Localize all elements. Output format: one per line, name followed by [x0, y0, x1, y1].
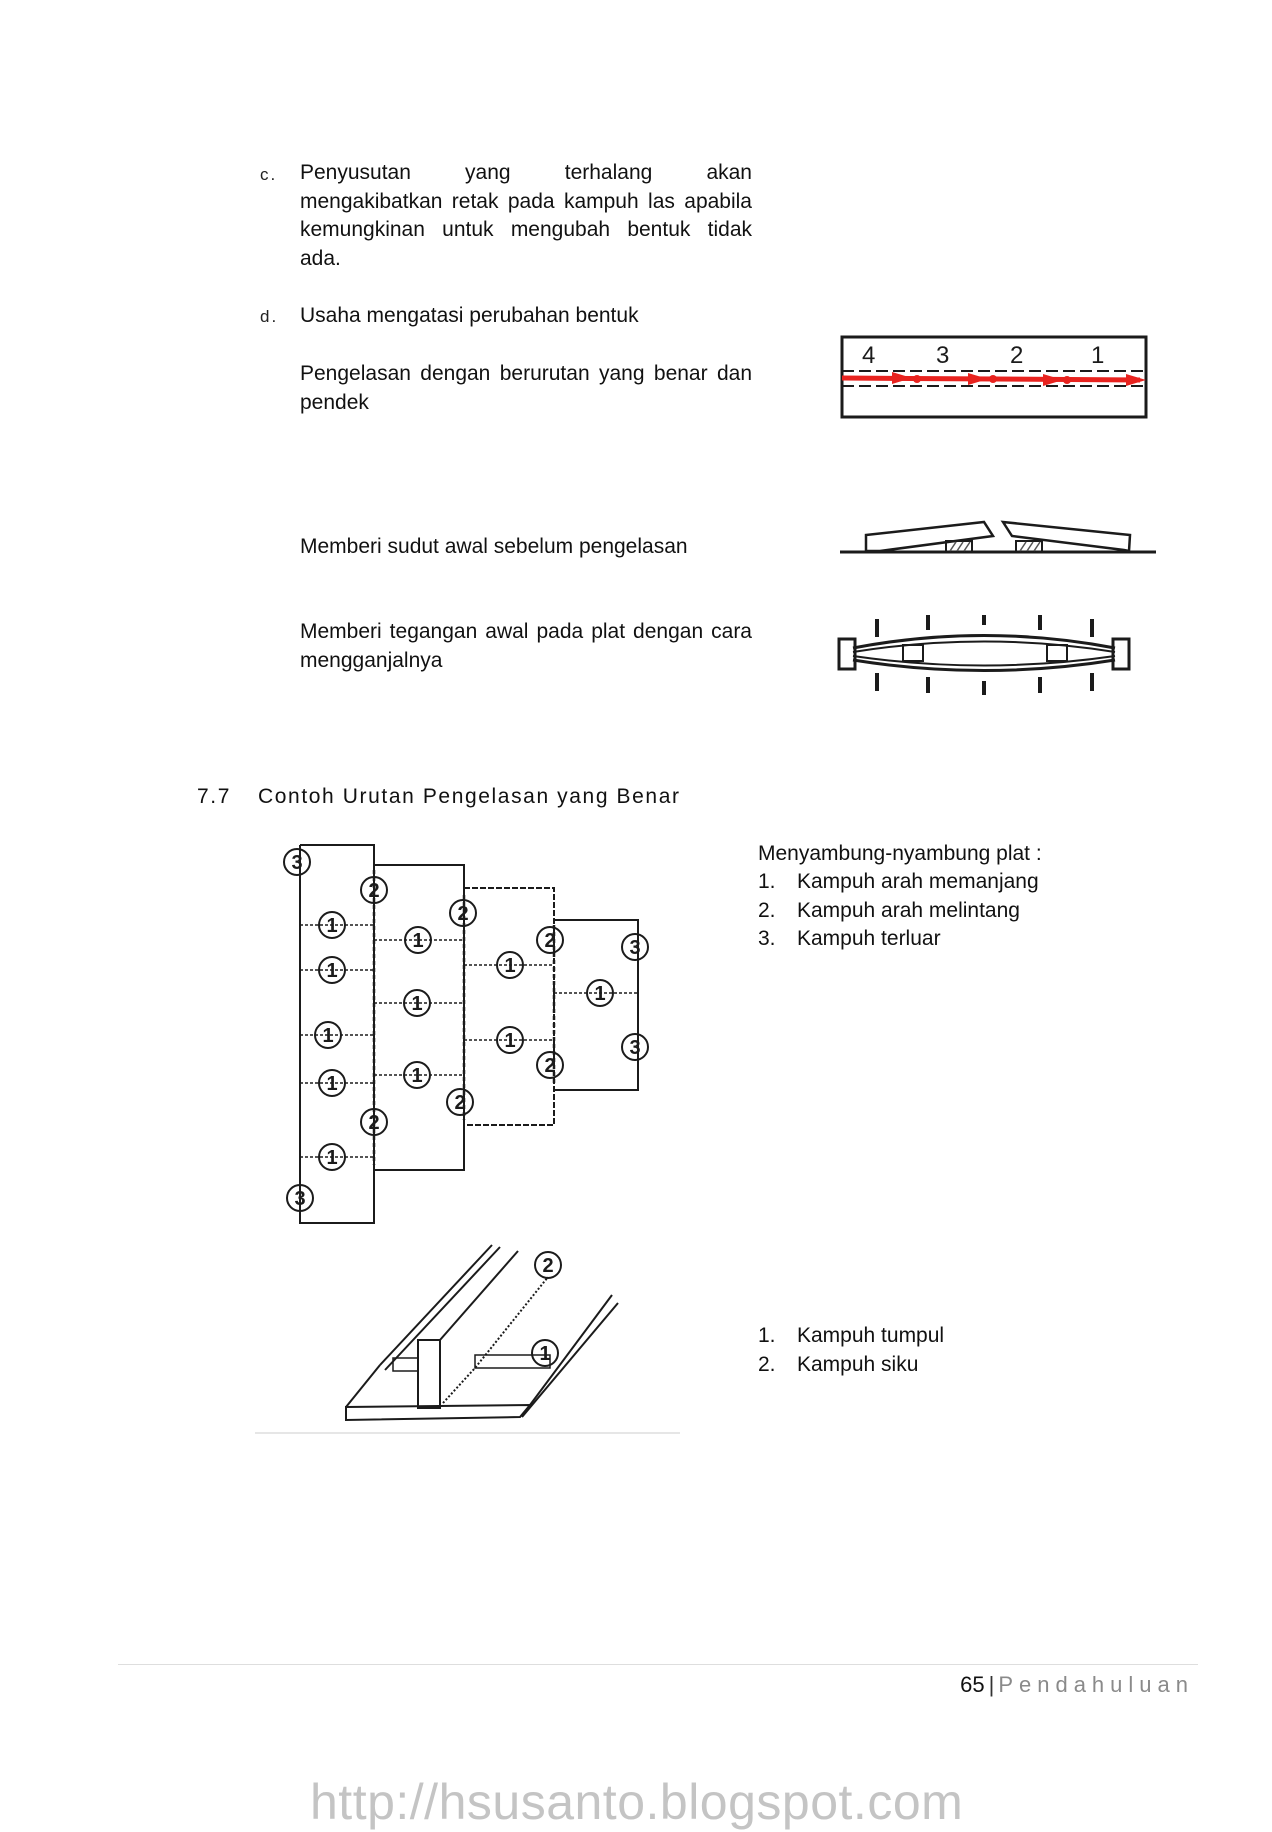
svg-text:1: 1 — [326, 960, 338, 982]
plate-joining-intro: Menyambung-nyambung plat : — [758, 842, 1042, 865]
method-pre-angle-text: Memberi sudut awal sebelum pengelasan — [300, 535, 688, 558]
section-heading-number: 7.7 — [197, 785, 231, 808]
list-item: 2. Kampuh arah melintang — [758, 898, 1020, 922]
svg-text:1: 1 — [322, 1025, 334, 1047]
list-marker-c: c. — [260, 165, 278, 184]
seq-label-3: 3 — [936, 342, 950, 369]
svg-text:2: 2 — [368, 880, 380, 902]
footer-section-name: Pendahuluan — [998, 1672, 1194, 1697]
list-item: 3. Kampuh terluar — [758, 927, 941, 950]
svg-text:1: 1 — [594, 983, 606, 1005]
svg-text:1: 1 — [411, 1065, 423, 1087]
plate-joining-list — [758, 868, 1039, 954]
watermark-url: http://hsusanto.blogspot.com — [310, 1774, 964, 1830]
list-marker-d: d. — [260, 307, 279, 326]
plate-welding-sequence-diagram — [270, 830, 670, 1230]
list-item: 2. Kampuh siku — [758, 1352, 919, 1376]
svg-text:1: 1 — [539, 1343, 551, 1365]
svg-text:3: 3 — [629, 1037, 641, 1059]
svg-text:1: 1 — [326, 915, 338, 937]
page-number: 65 — [960, 1672, 985, 1697]
pre-angle-plates-diagram — [838, 520, 1168, 560]
footer-divider — [118, 1664, 1198, 1665]
svg-text:1: 1 — [412, 930, 424, 952]
svg-text:2: 2 — [544, 930, 556, 952]
svg-text:1: 1 — [504, 1030, 516, 1052]
page-footer — [960, 1672, 1194, 1698]
list-item: 1. Kampuh arah memanjang — [758, 870, 1039, 893]
seq-label-4: 4 — [862, 342, 876, 369]
svg-text:1: 1 — [411, 993, 423, 1015]
joint-types-list — [758, 1322, 944, 1379]
paragraph-c: Penyusutan yang terhalang akan mengakibatkan retak pada kampuh las apabila kemungkinan untuk mengubah bentuk tidak ada. — [300, 161, 752, 270]
svg-text:3: 3 — [291, 852, 303, 874]
footer-separator: | — [988, 1672, 995, 1697]
svg-text:2: 2 — [544, 1055, 556, 1077]
svg-text:1: 1 — [326, 1147, 338, 1169]
method-pre-stress-text: Memberi tegangan awal pada plat dengan cara mengganjalnya — [300, 620, 752, 672]
list-item: 1. Kampuh tumpul — [758, 1324, 945, 1347]
svg-text:2: 2 — [542, 1255, 554, 1277]
svg-text:3: 3 — [629, 937, 641, 959]
svg-text:2: 2 — [457, 903, 469, 925]
svg-text:1: 1 — [326, 1073, 338, 1095]
pre-stress-clamped-plates-diagram — [837, 615, 1127, 695]
svg-text:2: 2 — [368, 1112, 380, 1134]
seq-label-1: 1 — [1091, 342, 1105, 369]
method-sequential-text: Pengelasan dengan berurutan yang benar dan pendek — [300, 362, 752, 414]
svg-text:2: 2 — [454, 1092, 466, 1114]
sequential-short-weld-diagram — [840, 335, 1150, 419]
svg-text:1: 1 — [504, 955, 516, 977]
section-d-title: Usaha mengatasi perubahan bentuk — [300, 304, 639, 327]
seq-label-2: 2 — [1010, 342, 1024, 369]
section-heading-title: Contoh Urutan Pengelasan yang Benar — [258, 785, 681, 808]
svg-text:3: 3 — [294, 1188, 306, 1210]
butt-fillet-joint-diagram — [250, 1235, 700, 1445]
